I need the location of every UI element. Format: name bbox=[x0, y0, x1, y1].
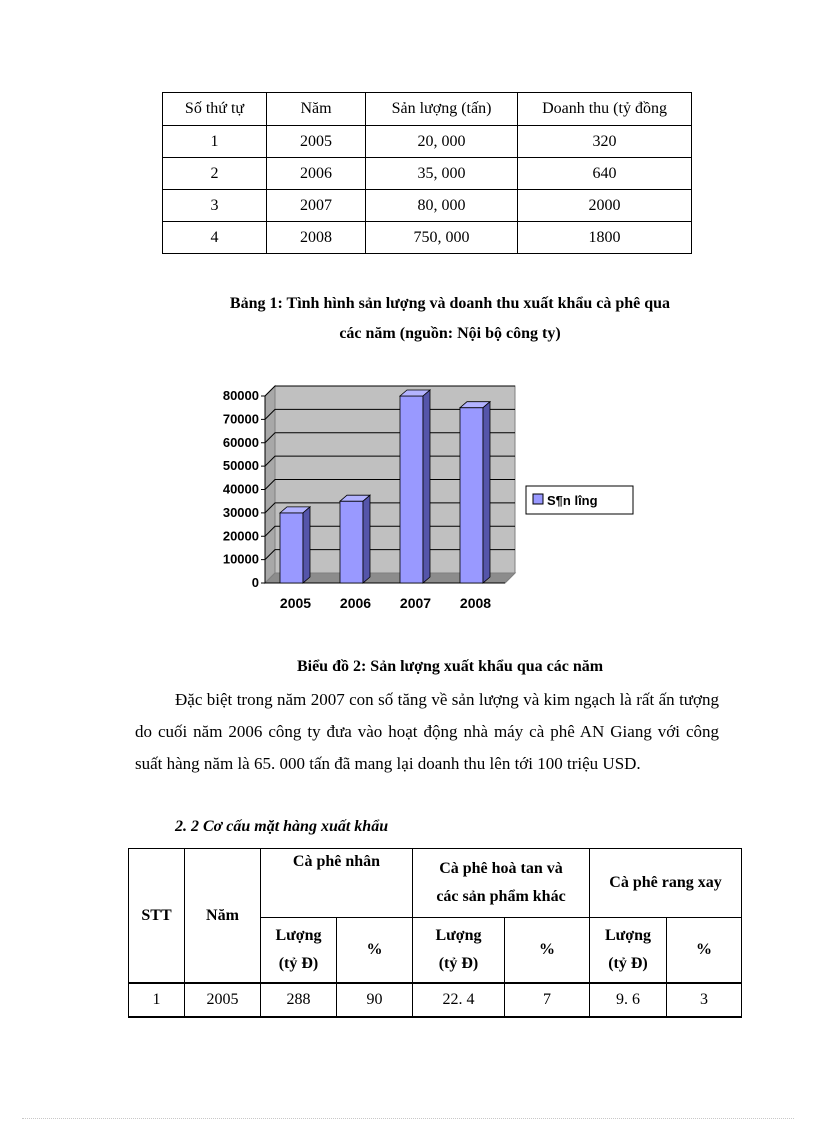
header-amount bbox=[261, 918, 337, 984]
legend-label: S¶n lîng bbox=[547, 493, 598, 508]
header-line: (tỷ Đ) bbox=[608, 955, 648, 972]
table-row bbox=[163, 126, 692, 158]
cell: 7 bbox=[505, 983, 590, 1017]
bar-side bbox=[363, 495, 370, 583]
header-percent: % bbox=[667, 918, 742, 984]
cell: 35, 000 bbox=[366, 158, 518, 190]
table-row bbox=[163, 158, 692, 190]
header-revenue: Doanh thu (tỷ đồng bbox=[518, 93, 692, 126]
y-tick-label: 40000 bbox=[222, 481, 259, 497]
bar-side bbox=[423, 390, 430, 583]
header-amount bbox=[590, 918, 667, 984]
header-line: Lượng bbox=[435, 927, 482, 944]
header-line: (tỷ Đ) bbox=[438, 955, 479, 972]
cell: 20, 000 bbox=[366, 126, 518, 158]
cell: 4 bbox=[163, 222, 267, 254]
x-tick-label: 2008 bbox=[459, 595, 492, 611]
table-header-row bbox=[163, 93, 692, 126]
table-row bbox=[163, 190, 692, 222]
header-stt: Số thứ tự bbox=[163, 93, 267, 126]
cell: 1800 bbox=[518, 222, 692, 254]
caption-line: Bảng 1: Tình hình sản lượng và doanh thu xuất khẩu cà phê qua bbox=[229, 295, 671, 312]
cell: 22. 4 bbox=[413, 983, 505, 1017]
cell: 9. 6 bbox=[590, 983, 667, 1017]
header-amount bbox=[413, 918, 505, 984]
header-roasted-coffee: Cà phê rang xay bbox=[590, 849, 742, 918]
cell: 3 bbox=[667, 983, 742, 1017]
y-tick-label: 10000 bbox=[222, 551, 259, 567]
chart-caption: Biểu đồ 2: Sản lượng xuất khẩu qua các năm bbox=[296, 658, 604, 675]
y-tick-label: 20000 bbox=[222, 528, 259, 544]
output-bar-chart bbox=[195, 383, 655, 623]
cell: 80, 000 bbox=[366, 190, 518, 222]
cell: 640 bbox=[518, 158, 692, 190]
y-tick-label: 50000 bbox=[222, 458, 259, 474]
cell: 288 bbox=[261, 983, 337, 1017]
header-green-coffee: Cà phê nhân bbox=[261, 849, 413, 918]
y-tick-label: 60000 bbox=[222, 434, 259, 450]
export-structure-table bbox=[128, 848, 742, 1018]
bar-side bbox=[483, 402, 490, 583]
cell: 90 bbox=[337, 983, 413, 1017]
cell: 2 bbox=[163, 158, 267, 190]
table-row bbox=[163, 222, 692, 254]
header-year: Năm bbox=[185, 849, 261, 984]
header-percent: % bbox=[505, 918, 590, 984]
bar bbox=[460, 408, 483, 583]
cell: 3 bbox=[163, 190, 267, 222]
header-output: Sản lượng (tấn) bbox=[366, 93, 518, 126]
table-header-row bbox=[129, 849, 742, 918]
cell: 2006 bbox=[267, 158, 366, 190]
bar bbox=[400, 396, 423, 583]
bar-side bbox=[303, 507, 310, 583]
bar bbox=[340, 501, 363, 583]
y-tick-label: 0 bbox=[251, 575, 259, 590]
cell: 2000 bbox=[518, 190, 692, 222]
header-line: các sản phẩm khác bbox=[436, 888, 566, 905]
page-border bbox=[22, 1118, 794, 1119]
x-tick-label: 2005 bbox=[279, 595, 312, 611]
caption-line: các năm (nguồn: Nội bộ công ty) bbox=[339, 325, 561, 342]
cell: 2007 bbox=[267, 190, 366, 222]
legend-swatch bbox=[533, 494, 543, 504]
production-revenue-table bbox=[162, 92, 692, 254]
table-row bbox=[129, 983, 742, 1017]
cell: 320 bbox=[518, 126, 692, 158]
table1-caption bbox=[160, 289, 740, 349]
bar bbox=[280, 513, 303, 583]
header-stt: STT bbox=[129, 849, 185, 984]
header-line: (tỷ Đ) bbox=[278, 955, 319, 972]
section-title: 2. 2 Cơ cấu mặt hàng xuất khẩu bbox=[175, 818, 389, 835]
x-tick-label: 2006 bbox=[339, 595, 372, 611]
cell: 2008 bbox=[267, 222, 366, 254]
cell: 2005 bbox=[185, 983, 261, 1017]
header-line: Lượng bbox=[275, 927, 322, 944]
body-paragraph: Đặc biệt trong năm 2007 con số tăng về sản lượng và kim ngạch là rất ấn tượng do cuối năm 2006 công ty đưa vào hoạt động nhà máy cà phê AN Giang với công suất hàng năm là 65. 000 tấn đã mang lại doanh thu lên tới 100 triệu USD. bbox=[135, 690, 719, 773]
y-tick-label: 30000 bbox=[222, 504, 259, 520]
cell: 1 bbox=[163, 126, 267, 158]
cell: 1 bbox=[129, 983, 185, 1017]
y-tick-label: 80000 bbox=[222, 388, 259, 403]
cell: 2005 bbox=[267, 126, 366, 158]
header-year: Năm bbox=[267, 93, 366, 126]
header-instant-coffee bbox=[413, 849, 590, 918]
x-tick-label: 2007 bbox=[399, 595, 432, 611]
header-percent: % bbox=[337, 918, 413, 984]
header-line: Cà phê hoà tan và bbox=[439, 860, 563, 877]
cell: 750, 000 bbox=[366, 222, 518, 254]
header-line: Lượng bbox=[604, 927, 652, 944]
y-tick-label: 70000 bbox=[222, 411, 259, 427]
